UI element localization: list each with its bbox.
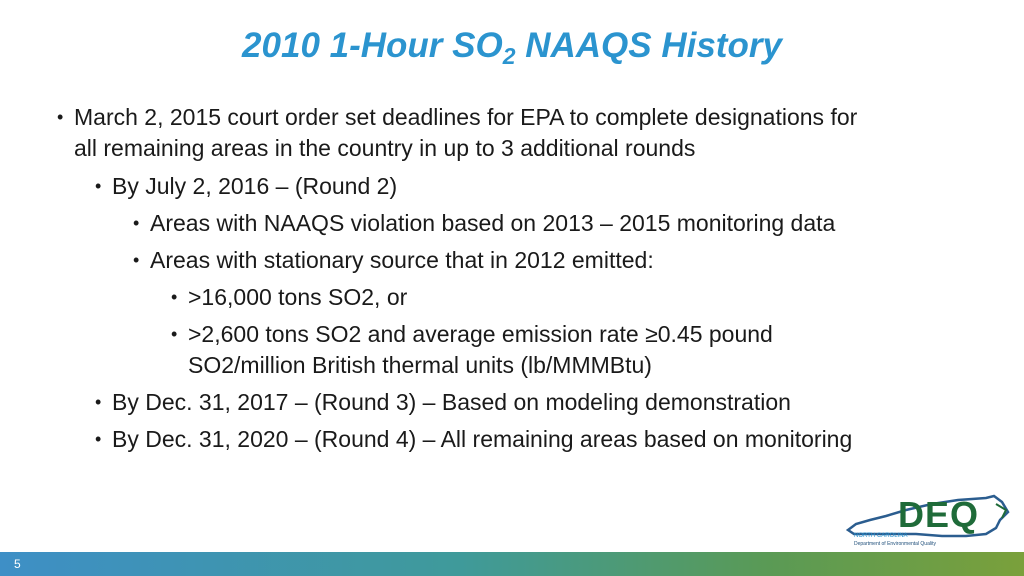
bullet-text: Areas with NAAQS violation based on 2013 – 2015 monitoring data — [150, 210, 836, 236]
bullet-dot: • — [133, 213, 140, 233]
logo-text: DEQ — [898, 494, 980, 535]
bullet-dot: • — [95, 392, 102, 412]
bullet-level4 — [171, 319, 773, 381]
bullet-text: >16,000 tons SO2, or — [188, 284, 408, 310]
logo-subtitle-state: NORTH CAROLINA — [854, 533, 908, 539]
bullet-dot: • — [95, 429, 102, 449]
bullet-level3 — [133, 245, 654, 276]
footer-bar — [0, 552, 1024, 576]
bullet-dot: • — [171, 324, 178, 344]
bullet-text: By Dec. 31, 2020 – (Round 4) – All remaining areas based on monitoring — [112, 426, 853, 452]
bullet-level2 — [95, 387, 791, 418]
bullet-level3 — [133, 208, 836, 239]
bullet-text-continuation: all remaining areas in the country in up to 3 additional rounds — [74, 135, 696, 161]
bullet-level4 — [171, 282, 408, 313]
bullet-text: March 2, 2015 court order set deadlines for EPA to complete designations for — [74, 104, 858, 130]
bullet-level1 — [57, 102, 858, 164]
title-tail-text: NAAQS History — [515, 26, 782, 65]
logo-subtitle-dept: Department of Environmental Quality — [854, 541, 936, 547]
bullet-text-continuation: SO2/million British thermal units (lb/MMMBtu) — [188, 352, 652, 378]
bullet-dot: • — [133, 250, 140, 270]
deq-logo — [846, 490, 1012, 552]
bullet-text: By July 2, 2016 – (Round 2) — [112, 173, 398, 199]
bullet-dot: • — [57, 107, 64, 127]
bullet-level2 — [95, 171, 398, 202]
title-subscript: 2 — [502, 43, 516, 69]
bullet-level2 — [95, 424, 853, 455]
page-number: 5 — [14, 557, 21, 571]
title-main-text: 2010 1-Hour SO — [242, 26, 503, 65]
bullet-text: >2,600 tons SO2 and average emission rate ≥0.45 pound — [188, 321, 773, 347]
slide-title — [0, 26, 1024, 69]
bullet-dot: • — [95, 176, 102, 196]
bullet-text: Areas with stationary source that in 2012 emitted: — [150, 247, 654, 273]
bullet-dot: • — [171, 287, 178, 307]
bullet-text: By Dec. 31, 2017 – (Round 3) – Based on modeling demonstration — [112, 389, 791, 415]
